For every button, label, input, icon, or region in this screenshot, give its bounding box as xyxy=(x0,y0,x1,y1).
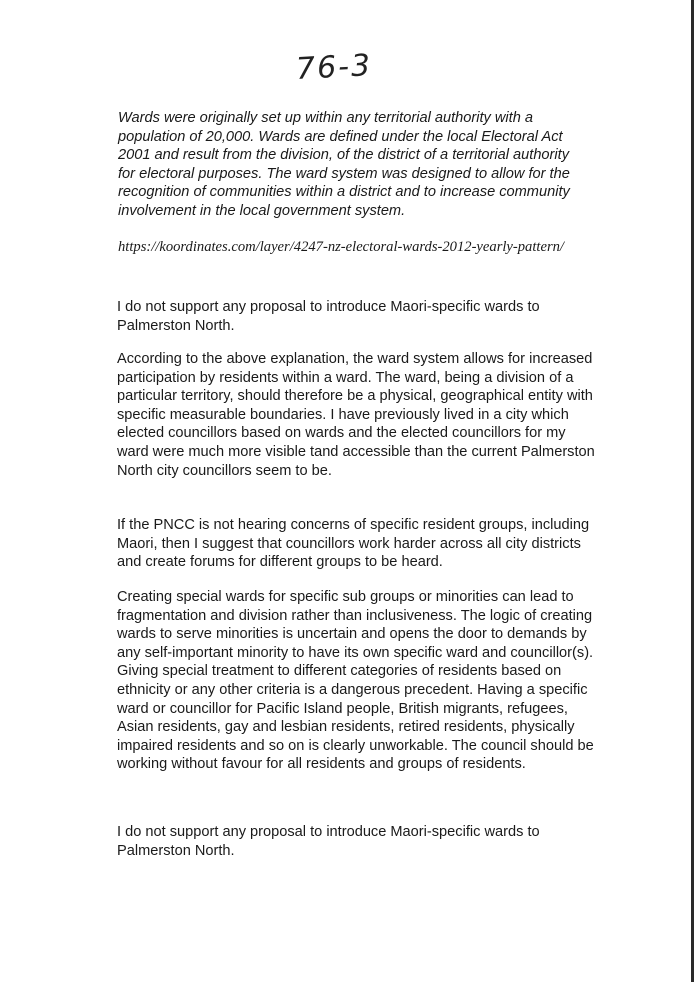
source-url: https://koordinates.com/layer/4247-nz-electoral-wards-2012-yearly-pattern/ xyxy=(118,239,564,255)
handwritten-page-number: 76-3 xyxy=(295,48,373,87)
quoted-definition: Wards were originally set up within any territorial authority with a population of 20,000. Wards are defined under the local Electoral Act 2001 and result from the division, of the district of a territorial authority for electoral purposes. The ward system was designed to allow for the recognition of communities within a district and to increase community involvement in the local government system. xyxy=(118,110,570,219)
paragraph-special-wards-argument: Creating special wards for specific sub groups or minorities can lead to fragmentation and division rather than inclusiveness. The logic of creating wards to serve minorities is uncertain and opens the door to demands by any self-important minority to have its own specific ward and councillor(s). Giving special treatment to different categories of residents based on ethnicity or any other criteria is a dangerous precedent. Having a specific ward or councillor for Pacific Island people, British migrants, refugees, Asian residents, gay and lesbian residents, retired residents, physically impaired residents and so on is clearly unworkable. The council should be working without favour for all residents and groups of residents. xyxy=(117,589,594,773)
paragraph-ward-explanation: According to the above explanation, the ward system allows for increased participation by residents within a ward. The ward, being a division of a particular territory, should therefore be a physical, geographical entity with specific measurable boundaries. I have previously lived in a city which elected councillors based on wards and the elected councillors for my ward were much more visible tand accessible than the current Palmerston North city councillors seem to be. xyxy=(117,351,595,479)
paragraph-opening-statement: I do not support any proposal to introduce Maori-specific wards to Palmerston North. xyxy=(117,299,540,334)
paragraph-closing-statement: I do not support any proposal to introduce Maori-specific wards to Palmerston North. xyxy=(117,824,540,859)
paragraph-pncc-suggestion: If the PNCC is not hearing concerns of specific resident groups, including Maori, then I suggest that councillors work harder across all city districts and create forums for different groups to be heard. xyxy=(117,517,590,571)
